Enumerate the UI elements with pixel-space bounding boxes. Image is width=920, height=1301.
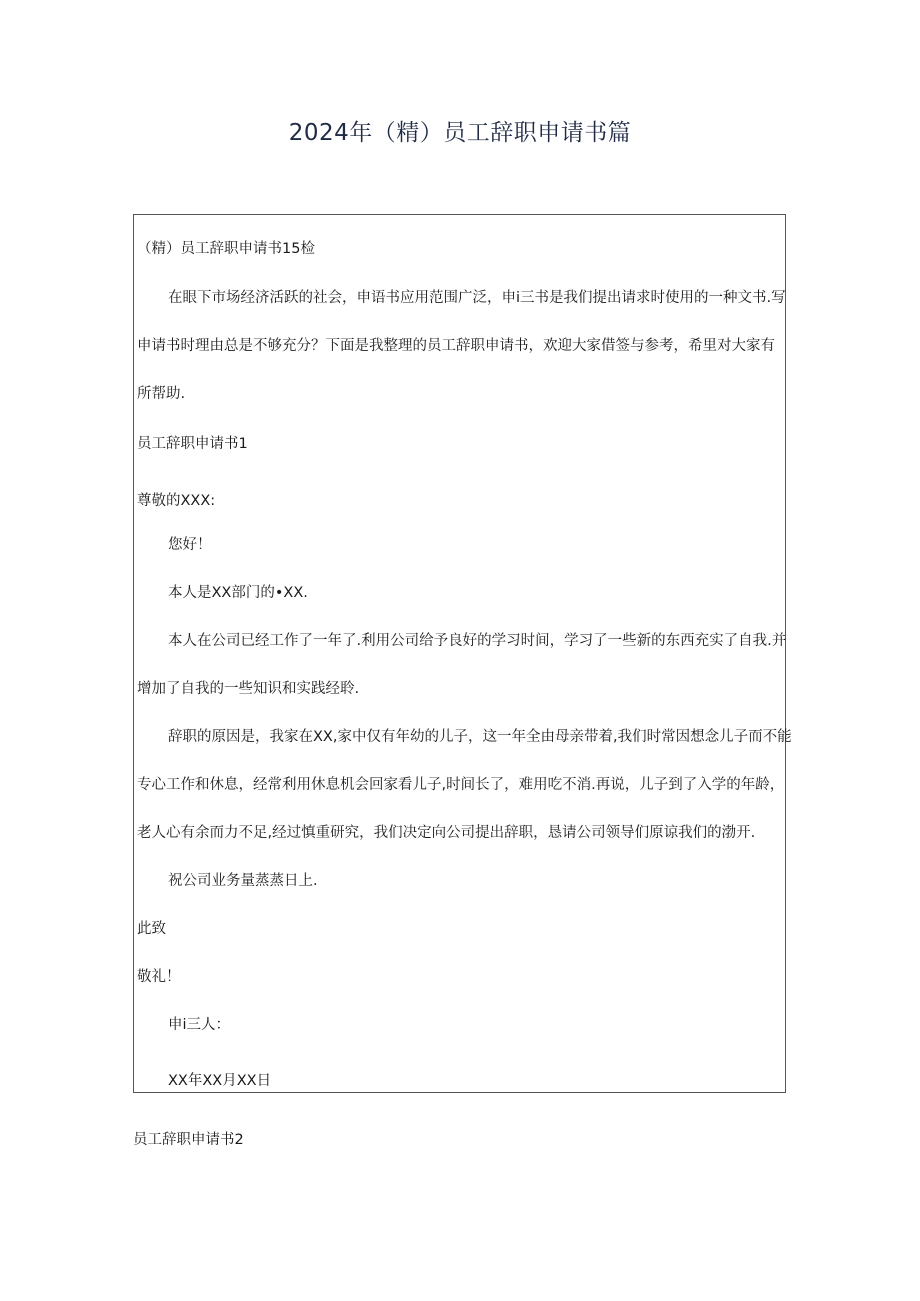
closing-cizhi: 此致 [137,921,166,937]
intro-line-1: 在眼下市场经济活跃的社会，申语书应用范围广泛，申i三书是我们提出请求时使用的一种文书.写 [168,290,786,306]
intro-line-3: 所帮助. [137,386,186,402]
applicant-label: 申i三人： [168,1017,231,1033]
wish-line: 祝公司业务量蒸蒸日上. [168,873,318,889]
closing-jingli: 敬礼！ [137,969,181,985]
paragraph-reason-line-3: 老人心有余而力不足,经过慎重研究，我们决定向公司提出辞职，恳请公司领导们原谅我们的渤开. [137,825,756,841]
paragraph-reason-line-1: 辞职的原因是，我家在XX,家中仅有年幼的儿子，这一年全由母亲带着,我们时常因想念儿子而不能 [168,729,792,745]
salutation: 尊敬的XXX: [137,493,216,509]
box-heading: （精）员工辞职申请书15检 [137,241,315,257]
letter2-title: 员工辞职申请书2 [133,1132,244,1148]
paragraph-identity: 本人是XX部门的•XX. [168,585,308,601]
paragraph-work-line-1: 本人在公司已经工作了一年了.利用公司给予良好的学习时间，学习了一些新的东西充实了自我.并 [168,633,787,649]
date-line: XX年XX月XX日 [168,1073,272,1089]
paragraph-work-line-2: 增加了自我的一些知识和实践经聆. [137,681,360,697]
document-title: 2024年（精）员工辞职申请书篇 [288,120,632,146]
letter1-title: 员工辞职申请书1 [137,436,248,452]
intro-line-2: 申请书时理由总是不够充分？下面是我整理的员工辞职申请书，欢迎大家借签与参考，希里对大家有 [137,338,775,354]
greeting: 您好！ [168,537,212,553]
paragraph-reason-line-2: 专心工作和休息，经常利用休息机会回家看儿子,时间长了，难用吃不消.再说，儿子到了入学的年龄， [137,777,785,793]
